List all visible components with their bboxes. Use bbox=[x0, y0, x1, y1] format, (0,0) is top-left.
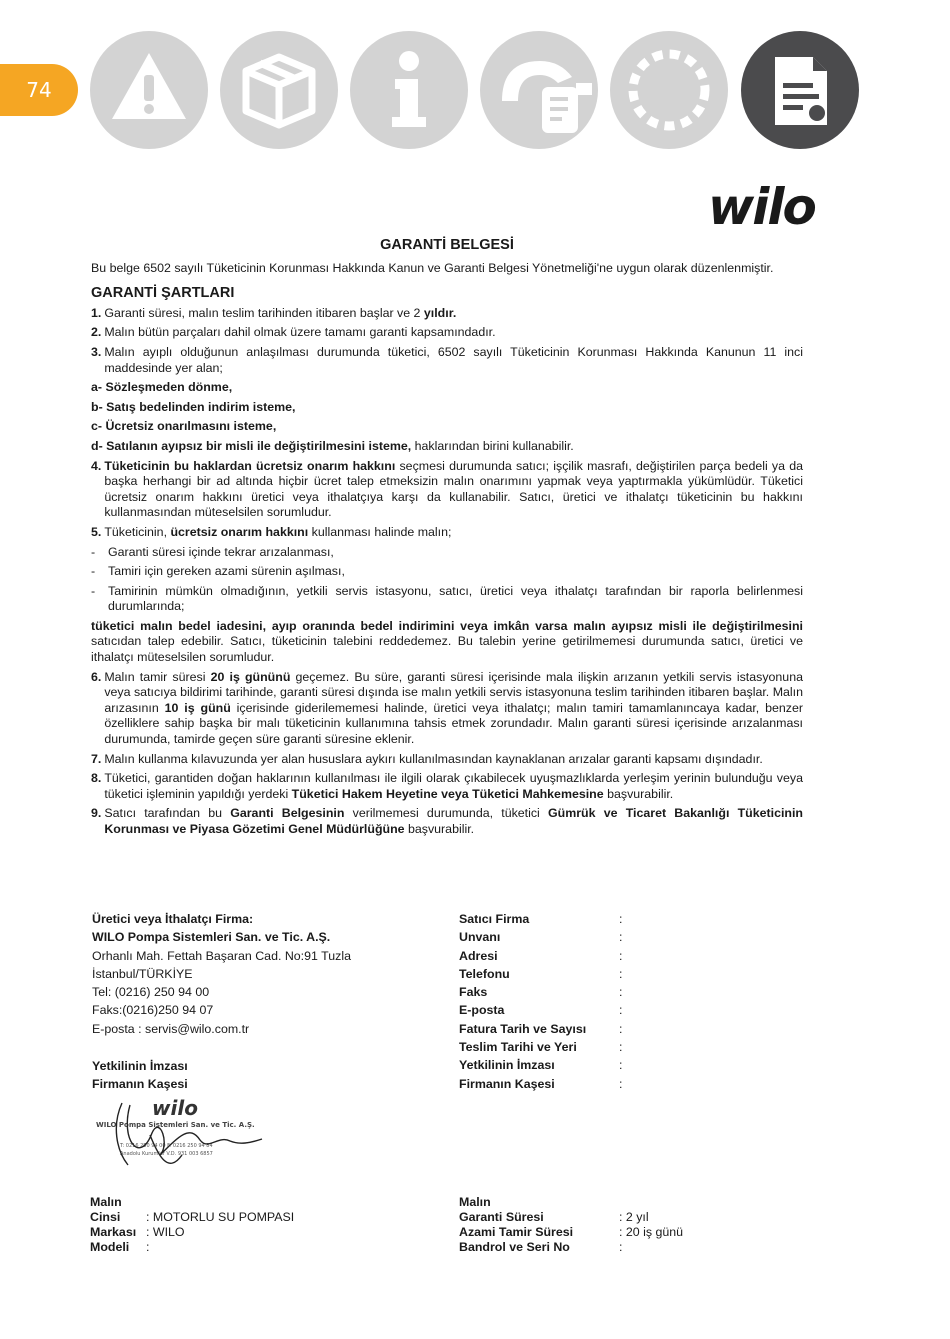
seller-row: Satıcı Firma : bbox=[459, 912, 623, 926]
product-row: Garanti Süresi : 2 yıl bbox=[459, 1210, 649, 1224]
seller-row: Faks : bbox=[459, 985, 623, 1000]
option-b: b- Satış bedelinden indirim isteme, bbox=[91, 399, 296, 414]
seller-row: Teslim Tarihi ve Yeri : bbox=[459, 1040, 623, 1055]
intro-text: Bu belge 6502 sayılı Tüketicinin Korunması Hakkında Kanun ve Garanti Belgesi Yönetmeliği'ne uygun olarak düzenlenmiştir. bbox=[91, 260, 774, 275]
seller-row: Telefonu : bbox=[459, 966, 623, 981]
manufacturer-name: WILO Pompa Sistemleri San. ve Tic. A.Ş. bbox=[92, 930, 331, 945]
page-number: 74 bbox=[0, 64, 78, 116]
product-info-right bbox=[459, 1195, 683, 1255]
manufacturer-signature-block bbox=[92, 1057, 188, 1094]
manufacturer-address: Orhanlı Mah. Fettah Başaran Cad. No:91 Tuzla bbox=[92, 948, 351, 963]
condition-item-3: 3. Malın ayıplı olduğunun anlaşılması durumunda tüketici, 6502 sayılı Tüketicinin Korunması Hakkında Kanunun 11 inci maddesinde yer alan; bbox=[91, 344, 803, 375]
condition-item-9: 9. Satıcı tarafından bu Garanti Belgesinin verilmemesi durumunda, tüketici Gümrük ve Ticaret Bakanlığı Tüketicinin Korunması ve Piyasa Gözetimi Genel Müdürlüğüne başvurabilir. bbox=[91, 806, 803, 836]
section-title: GARANTİ ŞARTLARI bbox=[91, 285, 235, 302]
info-icon bbox=[350, 31, 468, 149]
manufacturer-tel: Tel: (0216) 250 94 00 bbox=[92, 985, 210, 1000]
product-heading: Malın bbox=[459, 1195, 491, 1209]
option-d: d- Satılanın ayıpsız bir misli ile değiştirilmesini isteme, haklarından birini kullanabilir. bbox=[91, 438, 574, 453]
svg-text:wilo: wilo bbox=[152, 1096, 198, 1120]
condition-item-5: 5. Tüketicinin, ücretsiz onarım hakkını kullanması halinde malın; bbox=[91, 524, 452, 539]
manufacturer-heading: Üretici veya İthalatçı Firma: bbox=[92, 912, 254, 926]
manufacturer-email: E-posta : servis@wilo.com.tr bbox=[92, 1021, 250, 1036]
document-title: GARANTİ BELGESİ bbox=[380, 237, 514, 253]
condition-item-4: 4. Tüketicinin bu haklardan ücretsiz onarım hakkını seçmesi durumunda satıcı; işçilik masrafı, değiştirilen parça bedeli ya da başka herhangi bir ad altında hiçbir ücret talep etmeksizin malın onarımını yapmak veya yaptırmakla yükümlüdür. Tüketici ücretsiz onarım hakkını üretici veya ithalatçıya karşı da kullanabilir. Satıcı, üretici ve ithalatçı tüketicinin bu hakkını kullanmasından müteselsilen sorumludur. bbox=[91, 458, 804, 520]
svg-text:WILO Pompa Sistemleri San. ve: WILO Pompa Sistemleri San. ve Tic. A.Ş. bbox=[96, 1121, 255, 1129]
seller-row: E-posta : bbox=[459, 1003, 623, 1018]
seller-row: Yetkilinin İmzası : bbox=[459, 1058, 623, 1073]
document-icon bbox=[741, 31, 859, 149]
option-a: a- Sözleşmeden dönme, bbox=[91, 380, 233, 395]
seller-row: Unvanı : bbox=[459, 930, 623, 945]
warranty-content bbox=[91, 238, 803, 842]
company-stamp-signature bbox=[90, 1095, 270, 1180]
stamp-label: Firmanın Kaşesi bbox=[92, 1077, 188, 1092]
manufacturer-city: İstanbul/TÜRKİYE bbox=[92, 966, 193, 981]
dash-item-2: - Tamiri için gereken azami sürenin aşılması, bbox=[91, 564, 345, 579]
seller-info bbox=[459, 910, 622, 1093]
condition-item-7: 7. Malın kullanma kılavuzunda yer alan hususlara aykırı kullanılmasından kaynaklanan arızalar garanti kapsamı dışındadır. bbox=[91, 751, 763, 766]
seller-row: Adresi : bbox=[459, 948, 623, 963]
condition-item-8: 8. Tüketici, garantiden doğan haklarının kullanılması ile ilgili olarak çıkabilecek uyuşmazlıklarda yerleşim yerinin bulunduğu veya tüketici işleminin yapıldığı yerdeki Tüketici Hakem Heyetine veya Tüketici Mahkemesine başvurabilir. bbox=[91, 771, 803, 801]
dash-item-1: - Garanti süresi içinde tekrar arızalanması, bbox=[91, 544, 334, 559]
product-row: Modeli : bbox=[90, 1240, 150, 1254]
warning-icon bbox=[90, 31, 208, 149]
rights-paragraph: tüketici malın bedel iadesini, ayıp oranında bedel indirimini veya imkân varsa malın ayıpsız misli ile değiştirilmesini satıcıdan talep edebilir. Satıcı, tüketicinin talebini reddedemez. Bu talebin yerine getirilmemesi durumunda satıcı, üretici ve ithalatçı müteselsilen sorumludur. bbox=[91, 618, 803, 665]
condition-item-2: 2. Malın bütün parçaları dahil olmak üzere tamamı garanti kapsamındadır. bbox=[91, 325, 496, 340]
product-row: Bandrol ve Seri No : bbox=[459, 1240, 623, 1254]
seller-row: Firmanın Kaşesi : bbox=[459, 1076, 623, 1091]
option-c: c- Ücretsiz onarılmasını isteme, bbox=[91, 419, 277, 434]
manufacturer-fax: Faks:(0216)250 94 07 bbox=[92, 1003, 214, 1018]
manufacturer-info bbox=[92, 910, 351, 1038]
dash-item-3: - Tamirinin mümkün olmadığının, yetkili servis istasyonu, satıcı, üretici veya ithalatçı tarafından bir raporla belirlenmesi durumlarında; bbox=[91, 583, 803, 614]
svg-text:Anadolu Kurumlar V.D. 931 003: Anadolu Kurumlar V.D. 931 003 6857 bbox=[120, 1151, 213, 1157]
wrench-icon bbox=[480, 31, 598, 149]
seller-row: Fatura Tarih ve Sayısı : bbox=[459, 1021, 623, 1036]
gauge-icon bbox=[610, 31, 728, 149]
product-heading: Malın bbox=[90, 1195, 122, 1209]
product-info-left bbox=[90, 1195, 294, 1255]
product-row: Azami Tamir Süresi : 20 iş günü bbox=[459, 1225, 684, 1239]
signature-label: Yetkilinin İmzası bbox=[92, 1059, 188, 1073]
product-row: Cinsi : MOTORLU SU POMPASI bbox=[90, 1210, 295, 1224]
product-row: Markası : WILO bbox=[90, 1225, 185, 1239]
box-icon bbox=[220, 31, 338, 149]
wilo-logo: wilo bbox=[708, 178, 815, 236]
condition-item-6: 6. Malın tamir süresi 20 iş gününü geçemez. Bu süre, garanti süresi içerisinde mala ilişkin arızanın yetkili servis istasyonuna veya satıcıya bildirimi tarihinde, garanti süresi dışında ise malın yetkili servis istasyonuna teslim tarihinden itibaren başlar. Malın arızasının 10 iş günü içerisinde giderilememesi halinde, üretici veya ithalatçı; malın tamiri tamamlanıncaya kadar, benzer özelliklere sahip başka bir malı tüketicinin kullanımına tahsis etmek zorundadır. Malın garanti süresi içerisinde arızalanması durumunda, tamirde geçen süre garanti süresine eklenir. bbox=[91, 669, 804, 747]
condition-item-1: 1. Garanti süresi, malın teslim tarihinden itibaren başlar ve 2 yıldır. bbox=[91, 305, 457, 320]
svg-text:T: 0216 250 94 00 F: 0216 250: T: 0216 250 94 00 F: 0216 250 94 84 bbox=[120, 1143, 213, 1149]
